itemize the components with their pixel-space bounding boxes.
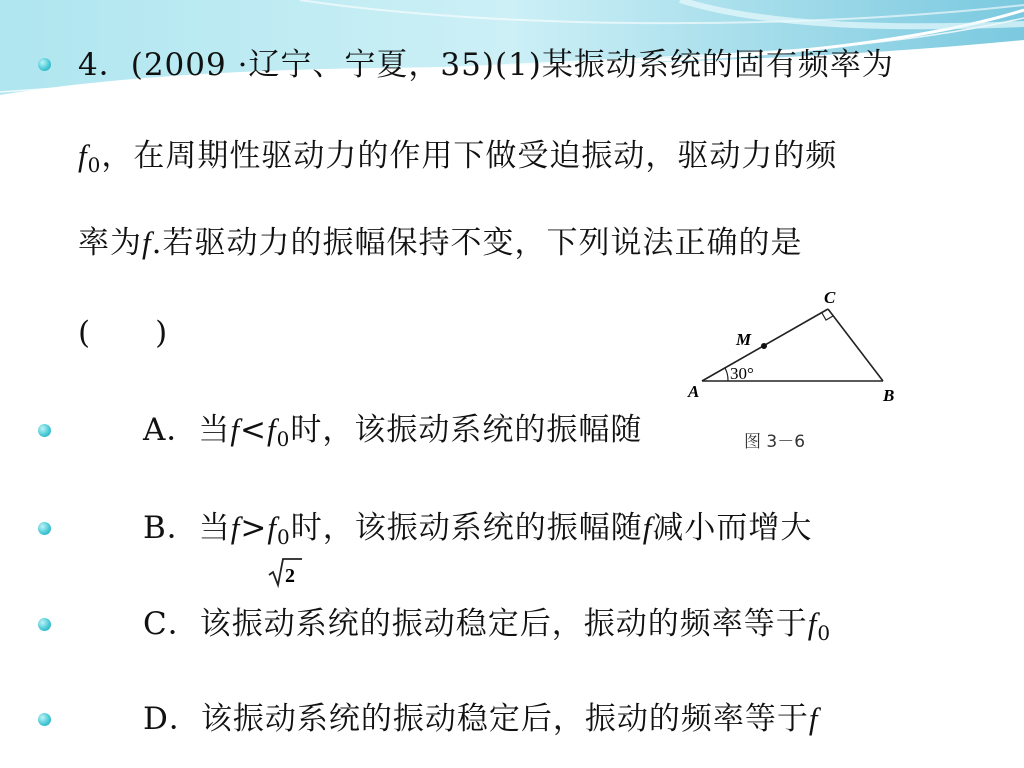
question-stem-line-3: 率为f.若驱动力的振幅保持不变，下列说法正确的是 <box>78 225 803 261</box>
question-stem-line-2: $f_0$，在周期性驱动力的作用下做受迫振动，驱动力的频 <box>78 138 838 177</box>
bullet-icon <box>38 618 51 631</box>
label-m: M <box>736 330 752 349</box>
question-stem-line-4: ( ) <box>78 315 169 351</box>
option-d: D．该振动系统的振动稳定后，振动的频率等于f <box>143 701 819 737</box>
bullet-icon <box>38 58 51 71</box>
label-c: C <box>824 288 836 307</box>
option-c: C．该振动系统的振动稳定后，振动的频率等于$f_0$ <box>143 606 832 645</box>
option-a: A．当$f<f_0$时，该振动系统的振幅随 <box>143 412 643 451</box>
bullet-icon <box>38 713 51 726</box>
point-m <box>761 343 767 349</box>
bullet-icon <box>38 424 51 437</box>
triangle-figure <box>680 287 898 455</box>
question-stem-line-1: 4．(2009 ·辽宁、宁夏，35)(1)某振动系统的固有频率为 <box>78 47 894 83</box>
svg-text:2: 2 <box>285 565 295 587</box>
option-b: B．当$f>f_0$时，该振动系统的振幅随f减小而增大 <box>143 510 813 549</box>
label-b: B <box>883 386 895 405</box>
bullet-icon <box>38 522 51 535</box>
sqrt-two-artifact <box>267 556 303 588</box>
figure-caption: 图 3－6 <box>744 432 806 452</box>
label-a: A <box>688 382 700 401</box>
angle-label: 30° <box>730 364 754 383</box>
